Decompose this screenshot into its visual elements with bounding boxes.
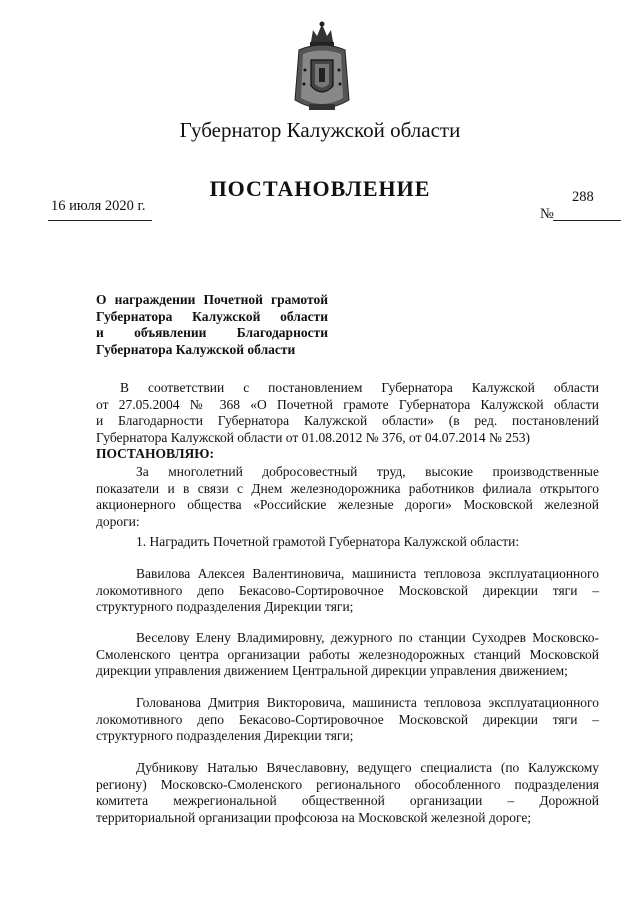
subject-line: Губернатора Калужской области: [96, 341, 296, 357]
date-underline: [48, 220, 152, 221]
subject-line: и объявлении Благодарности: [96, 325, 328, 340]
awardee-line: комитета межрегиональной общественной организации – Дорожной: [96, 793, 599, 808]
governor-title: Губернатор Калужской области: [179, 118, 461, 142]
document-date: 16 июля 2020 г.: [51, 198, 146, 214]
decree-keyword: ПОСТАНОВЛЯЮ:: [96, 446, 214, 461]
awardee-line: Дубникову Наталью Вячеславовну, ведущего специалиста (по Калужскому: [136, 760, 599, 775]
subject-line: Губернатора Калужской области: [96, 308, 328, 324]
reason-line: акционерного общества «Российские железные дороги» Московской железной: [96, 497, 599, 512]
awardee-paragraph: [96, 760, 599, 826]
awardee-paragraph: [96, 695, 599, 745]
document-subject: [96, 292, 328, 358]
awardee-line: локомотивного депо Бекасово-Сортировочное Московской дирекции тяги –: [96, 582, 599, 598]
awardee-line: Голованова Дмитрия Викторовича, машиниста тепловоза эксплуатационного: [136, 695, 599, 710]
awardee-line: Веселову Елену Владимировну, дежурного по станции Суходрев Московско-: [136, 630, 599, 645]
preamble-line: Губернатора Калужской области от 01.08.2012 № 376, от 04.07.2014 № 253): [96, 429, 530, 445]
awardee-line: Смоленского центра организации работы железнодорожных станций Московской: [96, 646, 599, 662]
awardee-paragraph: [96, 566, 599, 616]
preamble-line: от 27.05.2004 № 368 «О Почетной грамоте Губернатора Калужской области: [96, 396, 599, 412]
awardee-line: структурного подразделения Дирекции тяги;: [96, 728, 354, 743]
awardee-line: локомотивного депо Бекасово-Сортировочное Московской дирекции тяги –: [96, 711, 599, 727]
awardee-line: Вавилова Алексея Валентиновича, машиниста тепловоза эксплуатационного: [136, 566, 599, 581]
number-underline: [553, 220, 621, 221]
item-1-heading: 1. Наградить Почетной грамотой Губернатора Калужской области:: [136, 534, 520, 549]
reason-line: дороги:: [96, 513, 140, 529]
awardee-line: структурного подразделения Дирекции тяги;: [96, 599, 354, 614]
preamble-line: В соответствии с постановлением Губернатора Калужской области: [120, 380, 599, 395]
awardee-line: региону) Московско-Смоленского регионального обособленного подразделения: [96, 776, 599, 792]
subject-line: О награждении Почетной грамотой: [96, 292, 328, 307]
coat-of-arms-emblem: [291, 20, 353, 118]
number-label: №: [540, 206, 554, 222]
reason-paragraph: [96, 464, 599, 530]
document-number: 288: [572, 189, 594, 205]
awardee-paragraph: [96, 630, 599, 680]
awardee-line: территориальной организации профсоюза на Московской железной дороге;: [96, 809, 532, 825]
reason-line: показатели и в связи с Днем железнодорожника работников филиала открытого: [96, 480, 599, 496]
preamble-line: и Благодарности Губернатора Калужской области» (в ред. постановлений: [96, 413, 599, 428]
document-type-heading: ПОСТАНОВЛЕНИЕ: [209, 176, 431, 201]
reason-line: За многолетний добросовестный труд, высокие производственные: [136, 464, 599, 479]
preamble-paragraph: [96, 380, 599, 446]
awardee-line: дирекции управления движением Центральной дирекции управления движением;: [96, 663, 568, 678]
